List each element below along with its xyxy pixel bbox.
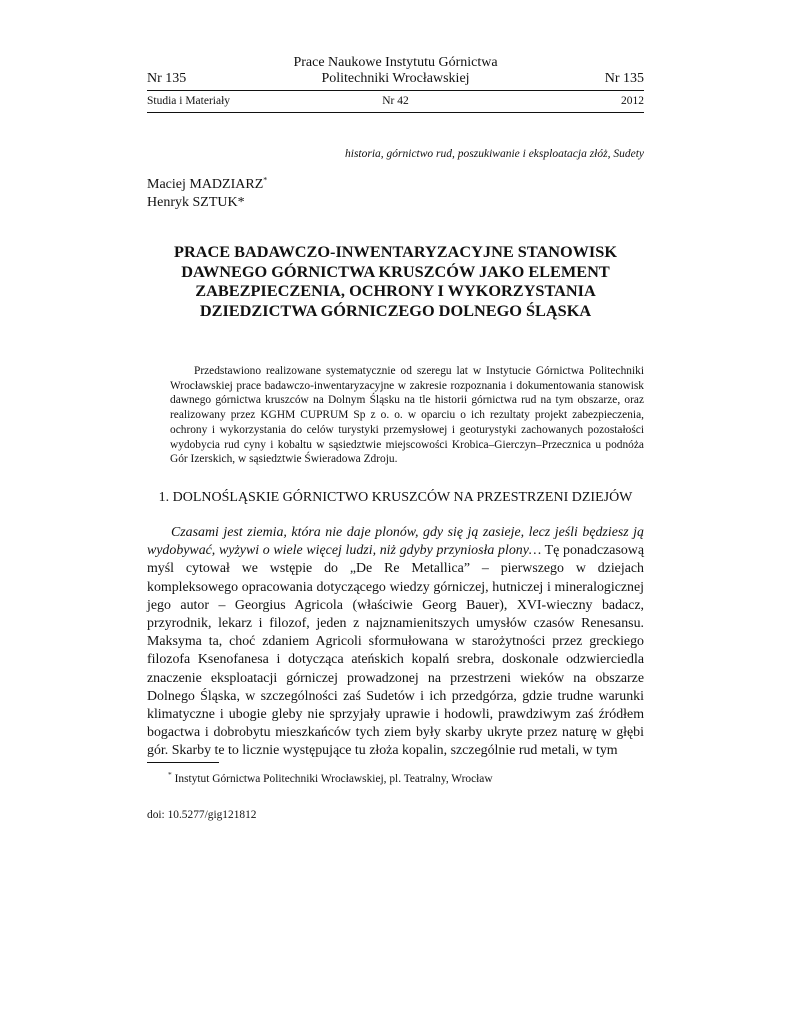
footnote-mark: * [168,770,172,780]
series-name: Studia i Materiały [147,95,231,107]
abstract-text: Przedstawiono realizowane systematycznie od szeregu lat w Instytucie Górnictwa Politechniki Wrocławskiej prace badawczo-inwentaryzacyjne w zakresie rozpoznania i dokumentowania stanowisk dawnego górnictwa kruszców na Dolnym Śląsku na tle historii górnictwa rud na tym obszarze, oraz realizowany przez KGHM CUPRUM Sp z o. o. w oparciu o ich rezultaty projekt zabezpieczenia, ochrony i wykorzystania do celów turystyki przemysłowej i geoturystyki zachowanych pozostałości wydobycia rud cyny i kobaltu w sąsiedztwie miejscowości Krobica–Gierczyn–Przecznica u podnóża Gór Izerskich, w sąsiedztwie Świeradowa Zdroju. [170,365,644,466]
title-line: PRACE BADAWCZO-INWENTARYZACYJNE STANOWISK [174,242,617,261]
keywords: historia, górnictwo rud, poszukiwanie i eksploatacja złóż, Sudety [345,148,644,160]
header-rule-bottom [147,112,644,113]
series-issue: Nr 42 [382,95,409,107]
issue-number-left: Nr 135 [147,71,187,86]
section-heading: 1. DOLNOŚLĄSKIE GÓRNICTWO KRUSZCÓW NA PRZESTRZENI DZIEJÓW [158,490,633,505]
title-line: DAWNEGO GÓRNICTWA KRUSZCÓW JAKO ELEMENT [181,261,610,281]
author-list [147,176,267,212]
journal-name-line2: Politechniki Wrocławskiej [321,71,470,86]
doi: doi: 10.5277/gig121812 [147,809,257,821]
issue-number-right: Nr 135 [604,71,644,86]
opening-quote: Czasami jest ziemia, która nie daje plonów, gdy się ją zasieje, lecz jeśli będziesz ją wydobywać, wyżywi o wiele więcej ludzi, niż gdyby przyniosła plony… [147,525,644,559]
footnote-rule [147,762,219,763]
author-1: Maciej MADZIARZ* [147,175,268,192]
footnote [168,770,493,785]
abstract [170,364,644,467]
publication-year: 2012 [621,95,644,107]
paragraph-text: Tę ponadczasową myśl cytował we wstępie do „De Re Metallica” – pierwszego w dziejach kompleksowego opracowania dotyczącego wiedzy górniczej, hutniczej i mineralogicznej jego autor – Georgius Agricola (właściwie Georg Bauer), XVI-wieczny badacz, przyrodnik, lekarz i filozof, jeden z najznamienitszych umysłów czasów Renesansu. Maksyma ta, choć zdaniem Agricoli sformułowana w starożytności przez greckiego filozofa Ksenofanesa i dotycząca ateńskich kopalń srebra, doskonale odzwierciedla znaczenie eksploatacji górniczej prowadzonej na przestrzeni wieków na obszarze Dolnego Śląska, w szczególności zaś Sudetów i ich przedgórza, gdzie trudne warunki klimatyczne i ubogie gleby nie sprzyjały uprawie i hodowli, prawdziwym zaś źródłem bogactwa i dobrobytu mieszkańców tych ziem były skarby ukryte przez naturę w głębi gór. Skarby te to licznie występujące tu złoża kopalin, szczególnie rud metali, w tym [147,543,645,759]
body-paragraph [147,524,644,761]
title-line: DZIEDZICTWA GÓRNICZEGO DOLNEGO ŚLĄSKA [199,300,592,320]
header-rule-top [147,90,644,91]
body-text [147,524,644,761]
journal-name-line1: Prace Naukowe Instytutu Górnictwa [293,55,498,70]
footnote-text: Instytut Górnictwa Politechniki Wrocławskiej, pl. Teatralny, Wrocław [171,773,493,785]
author-2: Henryk SZTUK* [147,195,245,210]
author-1-footnote-mark: * [263,175,268,185]
title-line: ZABEZPIECZENIA, OCHRONY I WYKORZYSTANIA [195,281,596,300]
article-title [140,242,651,320]
